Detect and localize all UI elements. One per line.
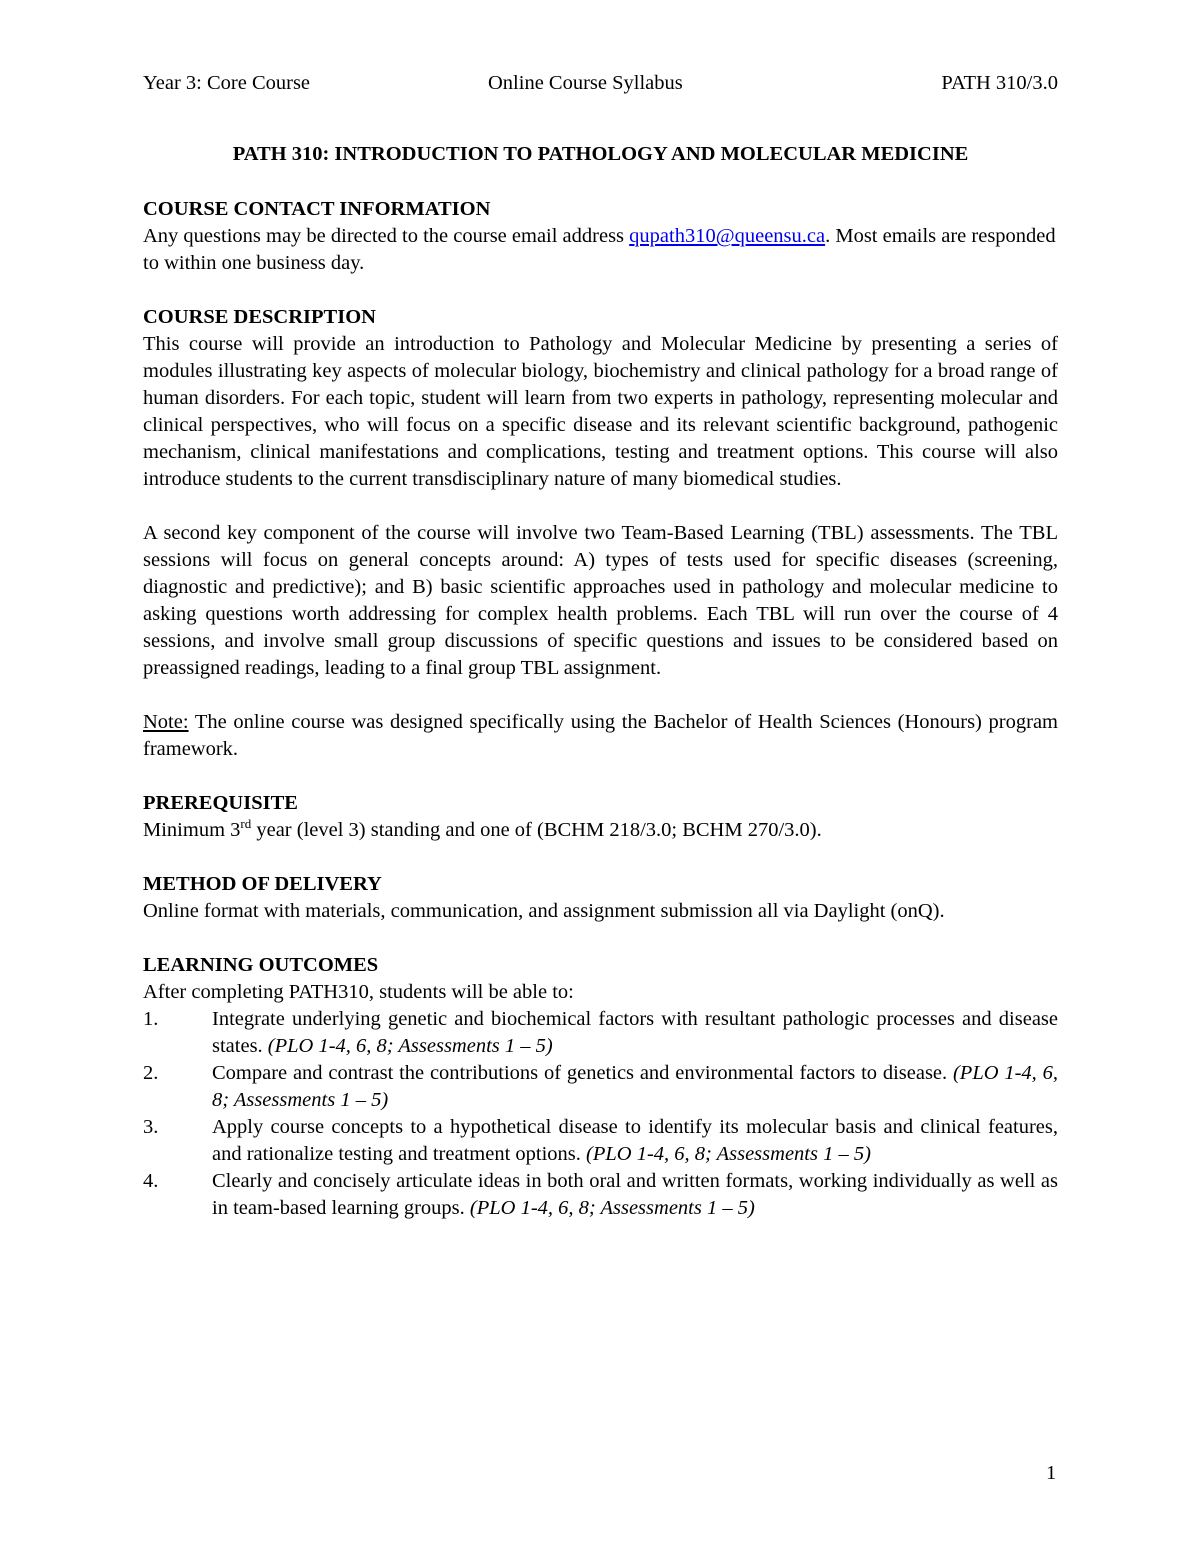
outcomes-intro: After completing PATH310, students will be able to:	[143, 981, 574, 1003]
outcome-reference: (PLO 1-4, 6, 8; Assessments 1 – 5)	[212, 1062, 1059, 1111]
description-note	[143, 709, 1058, 763]
page-number: 1	[1046, 1462, 1057, 1484]
contact-heading: COURSE CONTACT INFORMATION	[143, 198, 491, 220]
outcome-reference: (PLO 1-4, 6, 8; Assessments 1 – 5)	[469, 1197, 755, 1219]
outcome-text: Compare and contrast the contributions of genetics and environmental factors to disease.	[212, 1062, 953, 1084]
outcome-text: Integrate underlying genetic and biochemical factors with resultant pathologic processes and disease states.	[212, 1008, 1058, 1057]
outcome-item	[143, 1060, 1058, 1114]
header-course-year: Year 3: Core Course	[143, 72, 311, 94]
note-label: Note:	[143, 711, 189, 733]
description-paragraph-2: A second key component of the course will involve two Team-Based Learning (TBL) assessments. The TBL sessions will focus on general concepts around: A) types of tests used for specific diseases (screening, diagnostic and predictive); and B) basic scientific approaches used in pathology and molecular medicine to asking questions worth addressing for complex health problems. Each TBL will run over the course of 4 sessions, and involve small group discussions of specific questions and issues to be considered based on preassigned readings, leading to a final group TBL assignment.	[143, 522, 1058, 679]
header-course-code: PATH 310/3.0	[941, 72, 1058, 94]
contact-text-after: . Most emails are responded to within one business day.	[143, 225, 1056, 274]
outcome-number: 4.	[143, 1170, 159, 1192]
prerequisite-text-after: year (level 3) standing and one of (BCHM 218/3.0; BCHM 270/3.0).	[251, 819, 822, 841]
delivery-text: Online format with materials, communication, and assignment submission all via Daylight (onQ).	[143, 900, 945, 922]
contact-text-before: Any questions may be directed to the course email address	[143, 225, 630, 247]
document-body	[143, 141, 1058, 1222]
outcome-item	[143, 1168, 1058, 1222]
outcomes-heading: LEARNING OUTCOMES	[143, 954, 379, 976]
outcome-number: 2.	[143, 1062, 159, 1084]
prerequisite-heading: PREREQUISITE	[143, 792, 298, 814]
outcome-text: Apply course concepts to a hypothetical disease to identify its molecular basis and clinical features, and rationalize testing and treatment options.	[212, 1116, 1058, 1165]
page-header	[143, 70, 1058, 98]
note-text: The online course was designed specifically using the Bachelor of Health Sciences (Honours) program framework.	[143, 711, 1058, 760]
outcome-reference: (PLO 1-4, 6, 8; Assessments 1 – 5)	[586, 1143, 871, 1165]
delivery-heading: METHOD OF DELIVERY	[143, 873, 382, 895]
outcome-number: 3.	[143, 1116, 159, 1138]
header-document-type: Online Course Syllabus	[488, 72, 683, 94]
outcome-reference: (PLO 1-4, 6, 8; Assessments 1 – 5)	[267, 1035, 553, 1057]
outcome-text: Clearly and concisely articulate ideas in both oral and written formats, working individually as well as in team-based learning groups.	[212, 1170, 1058, 1219]
outcome-item	[143, 1114, 1058, 1168]
outcome-item	[143, 1006, 1058, 1060]
course-email-link[interactable]: qupath310@queensu.ca	[629, 225, 826, 247]
document-title: PATH 310: INTRODUCTION TO PATHOLOGY AND MOLECULAR MEDICINE	[232, 143, 969, 165]
description-paragraph-1: This course will provide an introduction to Pathology and Molecular Medicine by presenting a series of modules illustrating key aspects of molecular biology, biochemistry and clinical pathology for a broad range of human disorders. For each topic, student will learn from two experts in pathology, representing molecular and clinical perspectives, who will focus on a specific disease and its relevant scientific background, pathogenic mechanism, clinical manifestations and complications, testing and treatment options. This course will also introduce students to the current transdisciplinary nature of many biomedical studies.	[143, 333, 1058, 490]
prerequisite-text	[143, 817, 1058, 844]
contact-paragraph	[143, 223, 1058, 277]
prerequisite-text-before: Minimum 3	[143, 819, 241, 841]
description-heading: COURSE DESCRIPTION	[143, 306, 376, 328]
outcome-number: 1.	[143, 1008, 159, 1030]
prerequisite-superscript: rd	[240, 816, 252, 832]
outcomes-list	[143, 1006, 1058, 1222]
